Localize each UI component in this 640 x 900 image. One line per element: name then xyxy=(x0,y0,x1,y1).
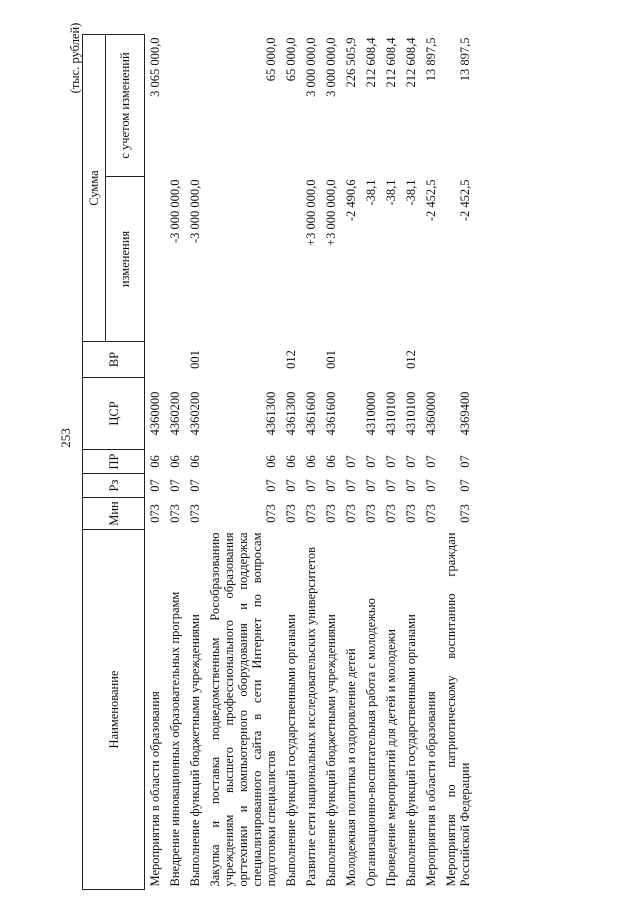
table-row xyxy=(301,35,321,890)
row-csr-code: 4361600 xyxy=(324,391,338,436)
row-csr-code: 4360200 xyxy=(188,391,202,436)
row-total-amount: 3 065 000,0 xyxy=(148,37,162,97)
row-change-amount: +3 000 000,0 xyxy=(304,179,318,246)
table-row xyxy=(441,35,475,890)
table-row xyxy=(381,35,401,890)
row-change-amount: -2 452,5 xyxy=(424,179,438,222)
table-row xyxy=(205,35,281,890)
row-vr-code: 001 xyxy=(324,350,338,369)
header-pr: ПР xyxy=(83,450,145,474)
row-name: Выполнение функций бюджетными учреждениями xyxy=(188,614,202,887)
row-vr-code xyxy=(205,342,281,378)
header-csr: ЦСР xyxy=(83,378,145,450)
row-rz-code: 07 xyxy=(384,479,398,492)
row-total-amount xyxy=(185,35,205,177)
row-change-amount: -3 000 000,0 xyxy=(188,179,202,244)
table-header xyxy=(83,35,145,890)
row-min-code: 073 xyxy=(284,504,298,523)
row-min-code: 073 xyxy=(148,504,162,523)
table-row xyxy=(165,35,185,890)
row-rz-code: 07 xyxy=(424,479,438,492)
row-csr-code: 4361300 xyxy=(264,391,278,436)
table-row xyxy=(341,35,361,890)
row-total-amount: 65 000,0 xyxy=(264,37,278,82)
row-min-code: 073 xyxy=(364,504,378,523)
row-rz-code: 07 xyxy=(458,479,472,492)
row-csr-code xyxy=(341,378,361,450)
row-change-amount xyxy=(281,177,301,342)
row-vr-code xyxy=(441,342,475,378)
row-vr-code: 012 xyxy=(404,350,418,369)
row-pr-code: 07 xyxy=(344,455,358,468)
row-rz-code: 07 xyxy=(188,479,202,492)
row-name: Внедрение инновационных образовательных программ xyxy=(168,591,182,887)
row-vr-code xyxy=(341,342,361,378)
row-name: Мероприятия в области образования xyxy=(148,691,162,887)
header-changes: изменения xyxy=(106,177,145,342)
row-min-code: 073 xyxy=(458,504,472,523)
row-pr-code: 06 xyxy=(264,455,278,468)
row-min-code: 073 xyxy=(344,504,358,523)
row-vr-code xyxy=(421,342,441,378)
table-row xyxy=(361,35,381,890)
table-row xyxy=(401,35,421,890)
row-name: Выполнение функций бюджетными учреждениями xyxy=(324,614,338,887)
row-vr-code: 001 xyxy=(188,350,202,369)
row-pr-code: 07 xyxy=(404,455,418,468)
row-csr-code: 4361600 xyxy=(304,391,318,436)
row-vr-code xyxy=(361,342,381,378)
row-total-amount: 3 000 000,0 xyxy=(324,37,338,97)
row-pr-code: 06 xyxy=(188,455,202,468)
header-sum: Сумма xyxy=(83,35,106,342)
row-total-amount: 13 897,5 xyxy=(458,37,472,82)
table-body xyxy=(145,35,476,890)
row-vr-code xyxy=(381,342,401,378)
row-rz-code: 07 xyxy=(364,479,378,492)
row-min-code: 073 xyxy=(384,504,398,523)
row-pr-code: 07 xyxy=(458,455,472,468)
table-row xyxy=(281,35,301,890)
row-csr-code: 4360200 xyxy=(168,391,182,436)
row-change-amount xyxy=(145,177,166,342)
header-name: Наименование xyxy=(83,530,145,890)
row-total-amount xyxy=(165,35,185,177)
table-row xyxy=(185,35,205,890)
unit-label: (тыс. рублей) xyxy=(68,22,82,94)
row-min-code: 073 xyxy=(304,504,318,523)
row-rz-code: 07 xyxy=(264,479,278,492)
row-pr-code: 06 xyxy=(284,455,298,468)
header-min: Мин xyxy=(83,498,145,530)
row-rz-code: 07 xyxy=(344,479,358,492)
row-rz-code: 07 xyxy=(284,479,298,492)
row-csr-code: 4310000 xyxy=(364,391,378,436)
row-change-amount xyxy=(205,177,281,342)
row-total-amount: 226 505,9 xyxy=(344,37,358,88)
row-total-amount: 212 608,4 xyxy=(404,37,418,88)
header-vr: ВР xyxy=(83,342,145,378)
row-pr-code: 07 xyxy=(384,455,398,468)
row-min-code: 073 xyxy=(264,504,278,523)
row-change-amount: -3 000 000,0 xyxy=(168,179,182,244)
header-rz: Рз xyxy=(83,474,145,498)
row-min-code: 073 xyxy=(188,504,202,523)
row-pr-code: 06 xyxy=(304,455,318,468)
row-name: Выполнение функций государственными органами xyxy=(284,614,298,887)
row-rz-code: 07 xyxy=(324,479,338,492)
row-rz-code: 07 xyxy=(168,479,182,492)
row-name: Проведение мероприятий для детей и молодежи xyxy=(384,629,398,887)
row-name: Закупка и поставка подведомственным Рособразованию учреждениям высшего профессионального образования оргтехники и компьютерного оборудования и поддержка специализированного сайта в сети Интернет по вопросам подготовки специалистов xyxy=(208,532,278,887)
row-pr-code: 06 xyxy=(168,455,182,468)
row-min-code: 073 xyxy=(168,504,182,523)
row-csr-code: 4360000 xyxy=(148,391,162,436)
row-change-amount: -38,1 xyxy=(404,179,418,206)
table-row xyxy=(145,35,166,890)
table-row xyxy=(321,35,341,890)
row-vr-code xyxy=(145,342,166,378)
row-total-amount: 65 000,0 xyxy=(284,37,298,82)
table-row xyxy=(421,35,441,890)
row-name: Мероприятия в области образования xyxy=(424,691,438,887)
row-csr-code: 4310100 xyxy=(404,391,418,436)
row-min-code: 073 xyxy=(424,504,438,523)
row-total-amount: 13 897,5 xyxy=(424,37,438,82)
row-pr-code: 07 xyxy=(424,455,438,468)
row-pr-code: 06 xyxy=(148,455,162,468)
row-name: Мероприятия по патриотическому воспитанию граждан Российской Федерации xyxy=(444,532,472,887)
row-name: Развитие сети национальных исследовательских университетов xyxy=(304,546,318,887)
row-min-code: 073 xyxy=(324,504,338,523)
row-name: Организационно-воспитательная работа с молодежью xyxy=(364,598,378,887)
row-csr-code: 4310100 xyxy=(384,391,398,436)
row-vr-code xyxy=(301,342,321,378)
row-rz-code: 07 xyxy=(404,479,418,492)
row-min-code: 073 xyxy=(404,504,418,523)
row-csr-code: 4361300 xyxy=(284,391,298,436)
row-rz-code: 07 xyxy=(304,479,318,492)
header-with-changes: с учетом изменений xyxy=(106,35,145,177)
row-change-amount: -38,1 xyxy=(384,179,398,206)
budget-table xyxy=(82,34,475,890)
row-total-amount: 3 000 000,0 xyxy=(304,37,318,97)
row-total-amount: 212 608,4 xyxy=(364,37,378,88)
row-vr-code: 012 xyxy=(284,350,298,369)
row-pr-code: 06 xyxy=(324,455,338,468)
row-change-amount: +3 000 000,0 xyxy=(324,179,338,246)
row-csr-code: 4360000 xyxy=(424,391,438,436)
row-change-amount: -2 490,6 xyxy=(344,179,358,222)
row-rz-code: 07 xyxy=(148,479,162,492)
row-csr-code: 4369400 xyxy=(458,391,472,436)
row-vr-code xyxy=(165,342,185,378)
row-name: Выполнение функций государственными органами xyxy=(404,614,418,887)
row-pr-code: 07 xyxy=(364,455,378,468)
row-change-amount: -2 452,5 xyxy=(458,179,472,222)
page-number: 253 xyxy=(58,428,73,448)
row-total-amount: 212 608,4 xyxy=(384,37,398,88)
row-change-amount: -38,1 xyxy=(364,179,378,206)
row-name: Молодежная политика и оздоровление детей xyxy=(344,648,358,887)
